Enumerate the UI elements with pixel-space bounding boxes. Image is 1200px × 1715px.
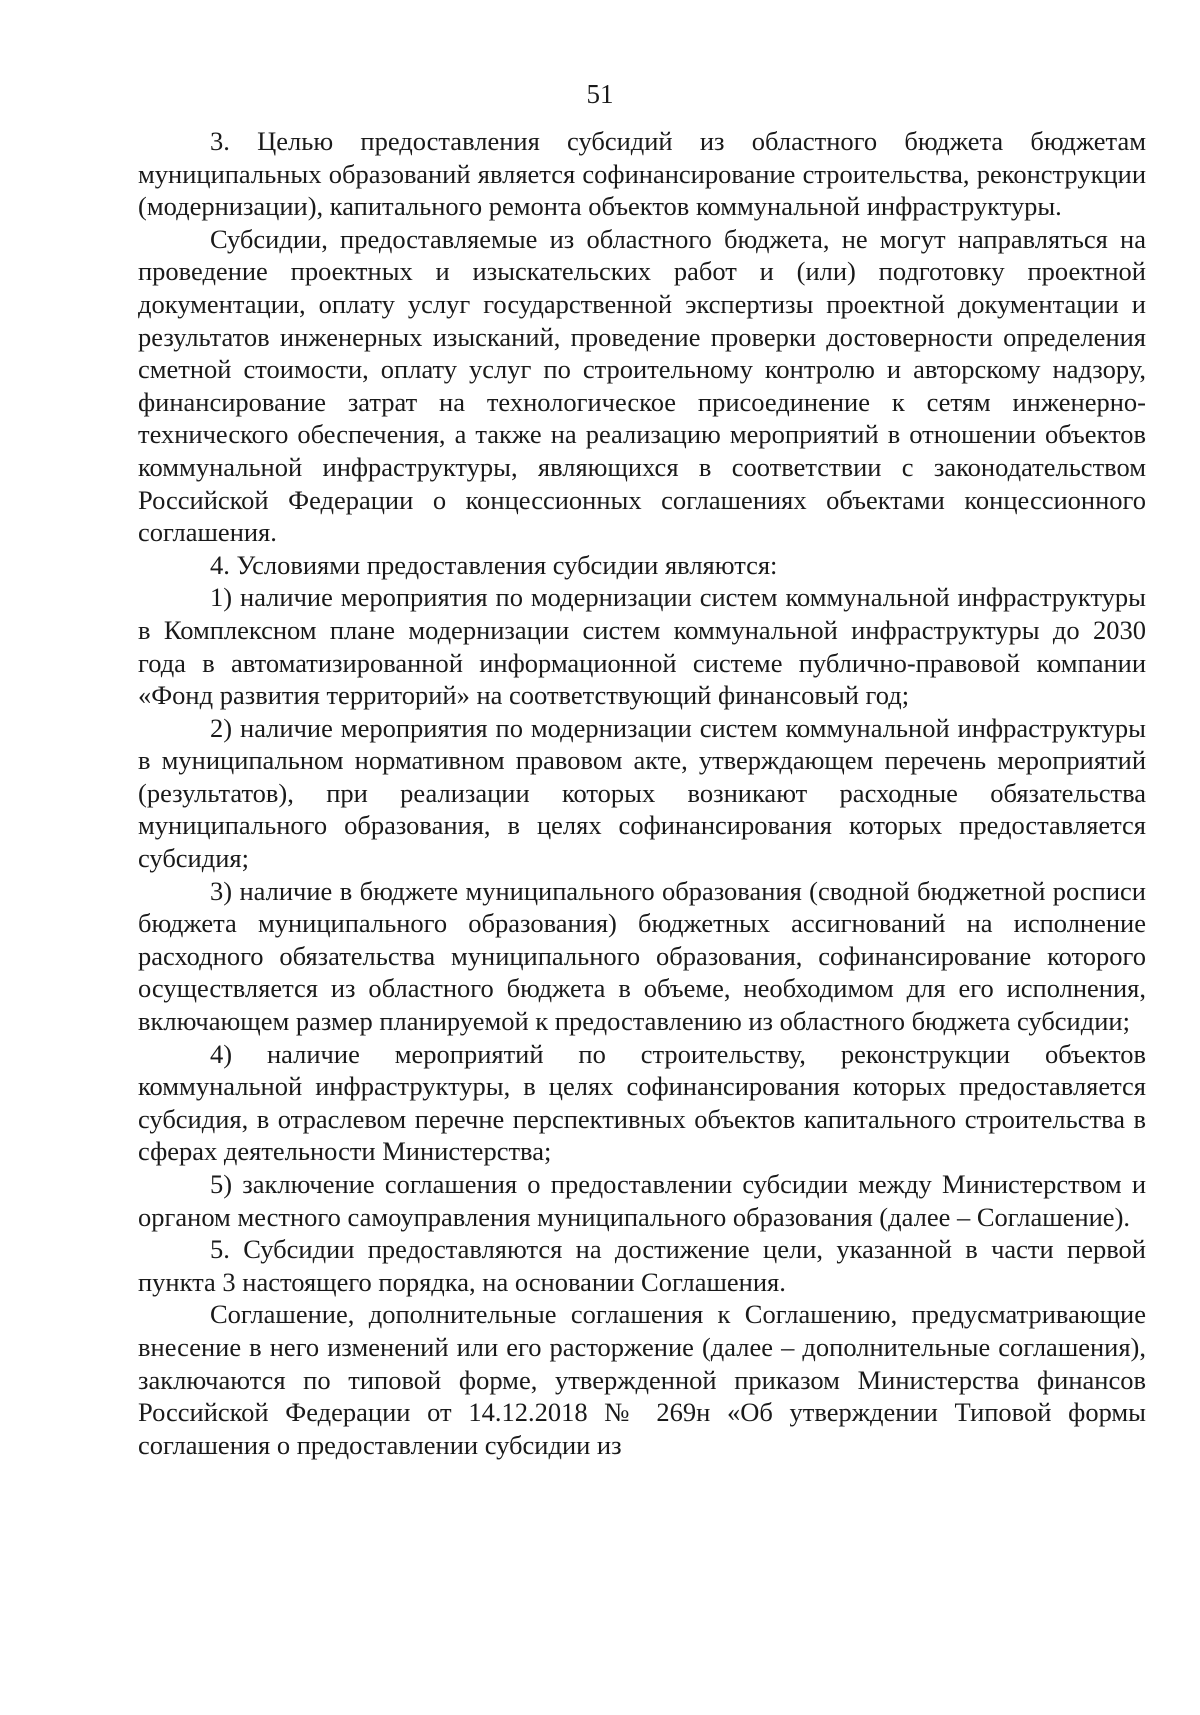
paragraph-4-conditions: 4. Условиями предоставления субсидии являются: [210,549,778,580]
condition-4: 4) наличие мероприятий по строительству, реконструкции объектов коммунальной инфраструктуры, в целях софинансирования которых предоставляется субсидия, в отраслевом перечне перспективных объектов капитального строительства в сферах деятельности Министерства; [138,1038,1146,1167]
condition-3: 3) наличие в бюджете муниципального образования (сводной бюджетной росписи бюджета муниципального образования) бюджетных ассигнований на исполнение расходного обязательства муниципального образования, софинансирование которого осуществляется из областного бюджета в объеме, необходимом для его исполнения, включающем размер планируемой к предоставлению из областного бюджета субсидии; [138,875,1146,1037]
paragraph-subsidy-restrictions: Субсидии, предоставляемые из областного бюджета, не могут направляться на проведение проектных и изыскательских работ и (или) подготовку проектной документации, оплату услуг государственной экспертизы проектной документации и результатов инженерных изысканий, проведение проверки достоверности определения сметной стоимости, оплату услуг по строительному контролю и авторскому надзору, финансирование затрат на технологическое присоединение к сетям инженерно-технического обеспечения, а также на реализацию мероприятий в отношении объектов коммунальной инфраструктуры, являющихся в соответствии с законодательством Российской Федерации о концессионных соглашениях объектами концессионного соглашения. [138,223,1146,548]
paragraph-3-purpose: 3. Целью предоставления субсидий из областного бюджета бюджетам муниципальных образований является софинансирование строительства, реконструкции (модернизации), капитального ремонта объектов коммунальной инфраструктуры. [138,126,1146,222]
document-body [138,125,1146,1461]
condition-5: 5) заключение соглашения о предоставлении субсидии между Министерством и органом местного самоуправления муниципального образования (далее – Соглашение). [138,1169,1146,1232]
paragraph-agreement-form: Соглашение, дополнительные соглашения к Соглашению, предусматривающие внесение в него изменений или его расторжение (далее – дополнительные соглашения), заключаются по типовой форме, утвержденной приказом Министерства финансов Российской Федерации от 14.12.2018 № 269н «Об утверждении Типовой формы соглашения о предоставлении субсидии из [138,1299,1146,1460]
condition-1: 1) наличие мероприятия по модернизации систем коммунальной инфраструктуры в Комплексном плане модернизации систем коммунальной инфраструктуры до 2030 года в автоматизированной информационной системе публично-правовой компании «Фонд развития территорий» на соответствующий финансовый год; [138,582,1146,711]
page-number: 51 [586,79,614,109]
condition-2: 2) наличие мероприятия по модернизации систем коммунальной инфраструктуры в муниципальном нормативном правовом акте, утверждающем перечень мероприятий (результатов), при реализации которых возникают расходные обязательства муниципального образования, в целях софинансирования которых предоставляется субсидия; [138,712,1146,874]
paragraph-5-provision: 5. Субсидии предоставляются на достижение цели, указанной в части первой пункта 3 настоящего порядка, на основании Соглашения. [138,1234,1146,1297]
